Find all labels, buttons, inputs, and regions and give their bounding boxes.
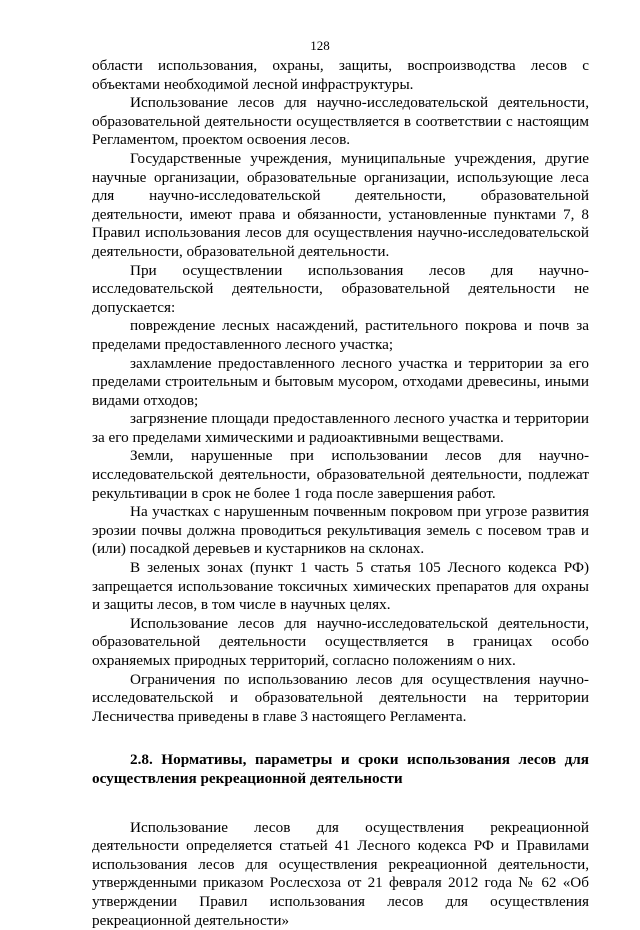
page-number: 128 xyxy=(310,38,330,53)
list-item: загрязнение площади предоставленного лесного участка и территории за его пределами химическими и радиоактивными веществами. xyxy=(92,410,589,446)
paragraph: Ограничения по использованию лесов для осуществления научно-исследовательской и образовательной деятельности на территории Лесничества приведены в главе 3 настоящего Регламента. xyxy=(92,670,589,725)
page-content xyxy=(92,57,589,930)
paragraph: Государственные учреждения, муниципальные учреждения, другие научные организации, образовательные организации, использующие леса для научно-исследовательской деятельности, образовательной деятельности, имеют права и обязанности, установленные пунктами 7, 8 Правил использования лесов для осуществления научно-исследовательской деятельности, образовательной деятельности. xyxy=(92,149,589,260)
list-item: захламление предоставленного лесного участка и территории за его пределами строительным и бытовым мусором, отходами древесины, иными видами отходов; xyxy=(92,354,589,409)
paragraph: Использование лесов для научно-исследовательской деятельности, образовательной деятельности осуществляется в соответствии с настоящим Регламентом, проектом освоения лесов. xyxy=(92,94,589,149)
section-heading: 2.8. Нормативы, параметры и сроки использования лесов для осуществления рекреационной деятельности xyxy=(92,751,589,787)
list-item: повреждение лесных насаждений, растительного покрова и почв за пределами предоставленного лесного участка; xyxy=(92,317,589,353)
paragraph: Использование лесов для научно-исследовательской деятельности, образовательной деятельности осуществляется в границах особо охраняемых природных территорий, согласно положениям о них. xyxy=(92,614,589,669)
paragraph: При осуществлении использования лесов для научно-исследовательской деятельности, образовательной деятельности не допускается: xyxy=(92,261,589,316)
paragraph: На участках с нарушенным почвенным покровом при угрозе развития эрозии почвы должна проводиться рекультивация земель с посевом трав и (или) посадкой деревьев и кустарников на склонах. xyxy=(92,503,589,558)
paragraph-continuation: области использования, охраны, защиты, воспроизводства лесов с объектами необходимой лесной инфраструктуры. xyxy=(92,57,589,93)
paragraph: Земли, нарушенные при использовании лесов для научно-исследовательской деятельности, образовательной деятельности, подлежат рекультивации в срок не более 1 года после завершения работ. xyxy=(92,447,589,502)
paragraph: Использование лесов для осуществления рекреационной деятельности определяется статьей 41 Лесного кодекса РФ и Правилами использования лесов для осуществления рекреационной деятельности, утвержденными приказом Рослесхоза от 21 февраля 2012 года № 62 «Об утверждении Правил использования лесов для осуществления рекреационной деятельности» xyxy=(92,818,589,929)
paragraph: В зеленых зонах (пункт 1 часть 5 статья 105 Лесного кодекса РФ) запрещается использование токсичных химических препаратов для охраны и защиты лесов, в том числе в научных целях. xyxy=(92,559,589,614)
